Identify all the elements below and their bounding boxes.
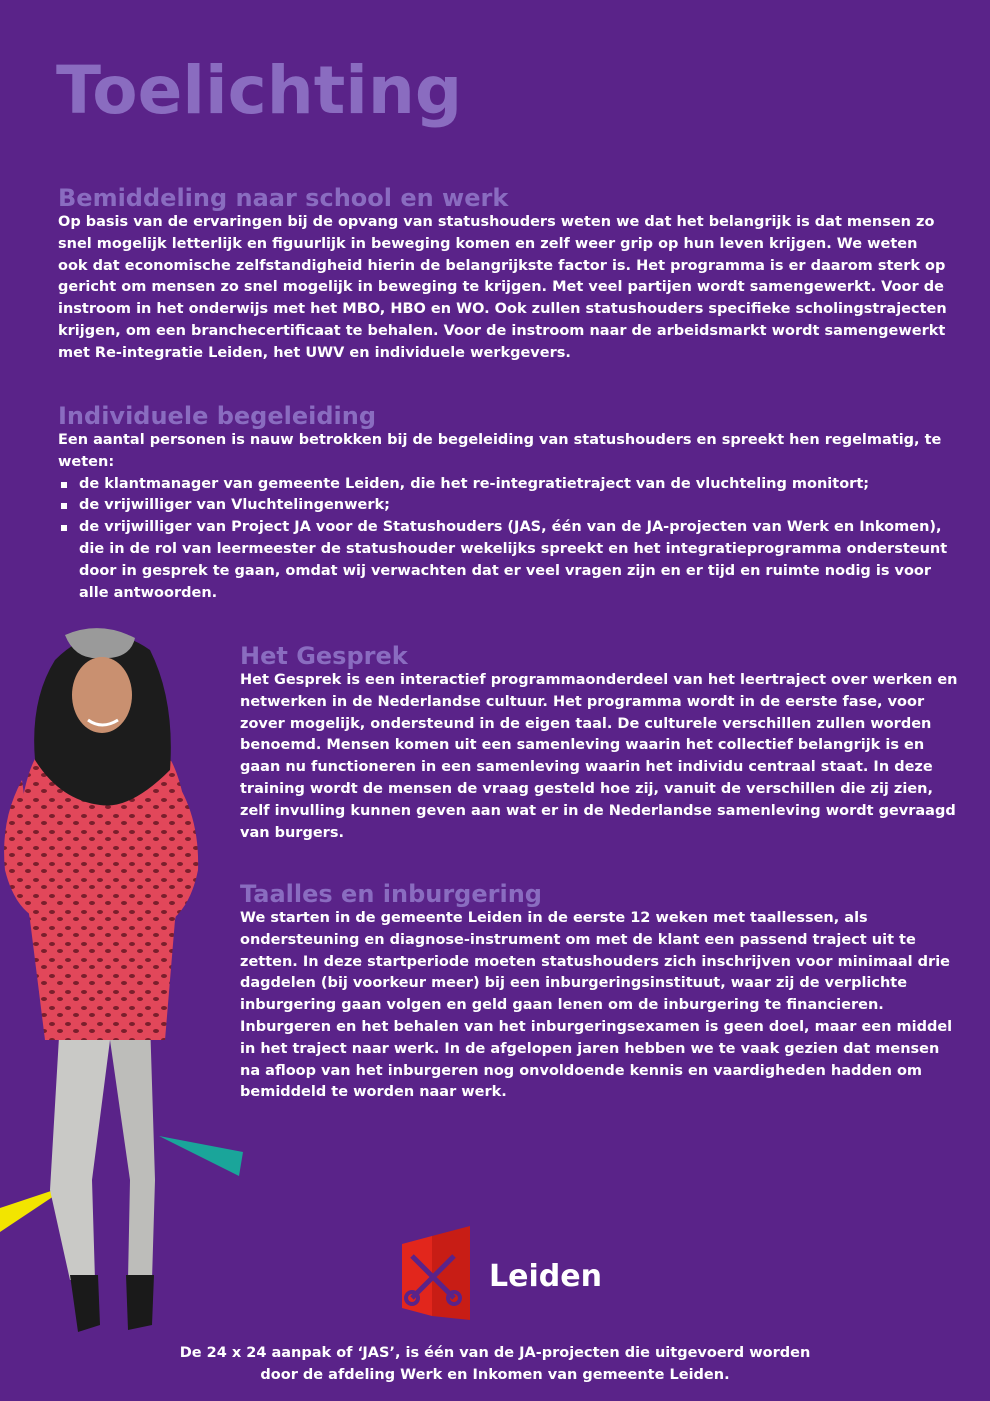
section-heading: Taalles en inburgering xyxy=(240,880,542,908)
section-body: Op basis van de ervaringen bij de opvang van statushouders weten we dat het belangrijk is dat mensen zo snel mogelijk letterlijk en figuurlijk in beweging komen en zelf weer grip op hun leven krijgen. We weten ook dat economische zelfstandigheid hierin de belangrijkste factor is. Het programma is er daarom sterk op gericht om mensen zo snel mogelijk in beweging te krijgen. Met veel partijen wordt samengewerkt. Voor de instroom in het onderwijs met het MBO, HBO en WO. Ook zullen statushouders specifieke scholingstrajecten krijgen, om een branchecertificaat te behalen. Voor de instroom naar de arbeidsmarkt wordt samengewerkt met Re-integratie Leiden, het UWV en individuele werkgevers. xyxy=(58,214,947,361)
section-het-gesprek xyxy=(240,642,960,844)
section-heading: Individuele begeleiding xyxy=(58,402,377,430)
section-body: Het Gesprek is een interactief programmaonderdeel van het leertraject over werken en netwerken in de Nederlandse cultuur. Het programma wordt in de eerste fase, voor zover mogelijk, ondersteund in de eigen taal. De culturele verschillen zullen worden benoemd. Mensen komen uit een samenleving waarin het collectief belangrijk is en gaan nu functioneren in een samenleving waarin het individu centraal staat. In deze training wordt de mensen de vraag gesteld hoe zij, vanuit de verschillen die zij zien, zelf invulling kunnen geven aan wat er in de Nederlandse samenleving wordt gevraagd van burgers. xyxy=(240,672,958,841)
section-taalles xyxy=(240,880,960,1104)
footer-line: De 24 x 24 aanpak of ‘JAS’, is één van de JA-projecten die uitgevoerd worden xyxy=(179,1345,811,1361)
footer-note xyxy=(150,1342,840,1386)
section-heading: Het Gesprek xyxy=(240,642,408,670)
section-heading: Bemiddeling naar school en werk xyxy=(58,184,509,212)
section-individuele-begeleiding xyxy=(58,402,953,604)
page-title: Toelichting xyxy=(56,52,463,129)
bullet-list xyxy=(58,474,953,605)
footer-line: door de afdeling Werk en Inkomen van gemeente Leiden. xyxy=(260,1367,730,1383)
section-body: Een aantal personen is nauw betrokken bij de begeleiding van statushouders en spreekt hen regelmatig, te weten: xyxy=(58,432,942,470)
woman-photo xyxy=(0,620,230,1340)
list-item: de vrijwilliger van Vluchtelingenwerk; xyxy=(58,495,953,517)
logo-text: Leiden xyxy=(489,1259,602,1294)
section-body: We starten in de gemeente Leiden in de eerste 12 weken met taallessen, als ondersteuning en diagnose-instrument om met de klant een passend traject uit te zetten. In deze startperiode moeten statushouders zich inschrijven voor minimaal drie dagdelen (bij voorkeur meer) bij een inburgeringsinstituut, waar zij de verplichte inburgering gaan volgen en geld gaan lenen om de inburgering te financieren. Inburgeren en het behalen van het inburgeringsexamen is geen doel, maar een middel in het traject naar werk. In de afgelopen jaren hebben we te vaak gezien dat mensen na afloop van het inburgeren nog onvoldoende kennis en vaardigheden hadden om bemiddeld te worden naar werk. xyxy=(240,910,953,1101)
list-item: de vrijwilliger van Project JA voor de Statushouders (JAS, één van de JA-projecten van Werk en Inkomen), die in de rol van leermeester de statushouder wekelijks spreekt en het integratieprogramma ondersteunt door in gesprek te gaan, omdat wij verwachten dat er veel vragen zijn en er tijd en ruimte nodig is voor alle antwoorden. xyxy=(58,517,953,604)
list-item: de klantmanager van gemeente Leiden, die het re-integratietraject van de vluchteling monitort; xyxy=(58,474,953,496)
section-bemiddeling xyxy=(58,184,948,365)
